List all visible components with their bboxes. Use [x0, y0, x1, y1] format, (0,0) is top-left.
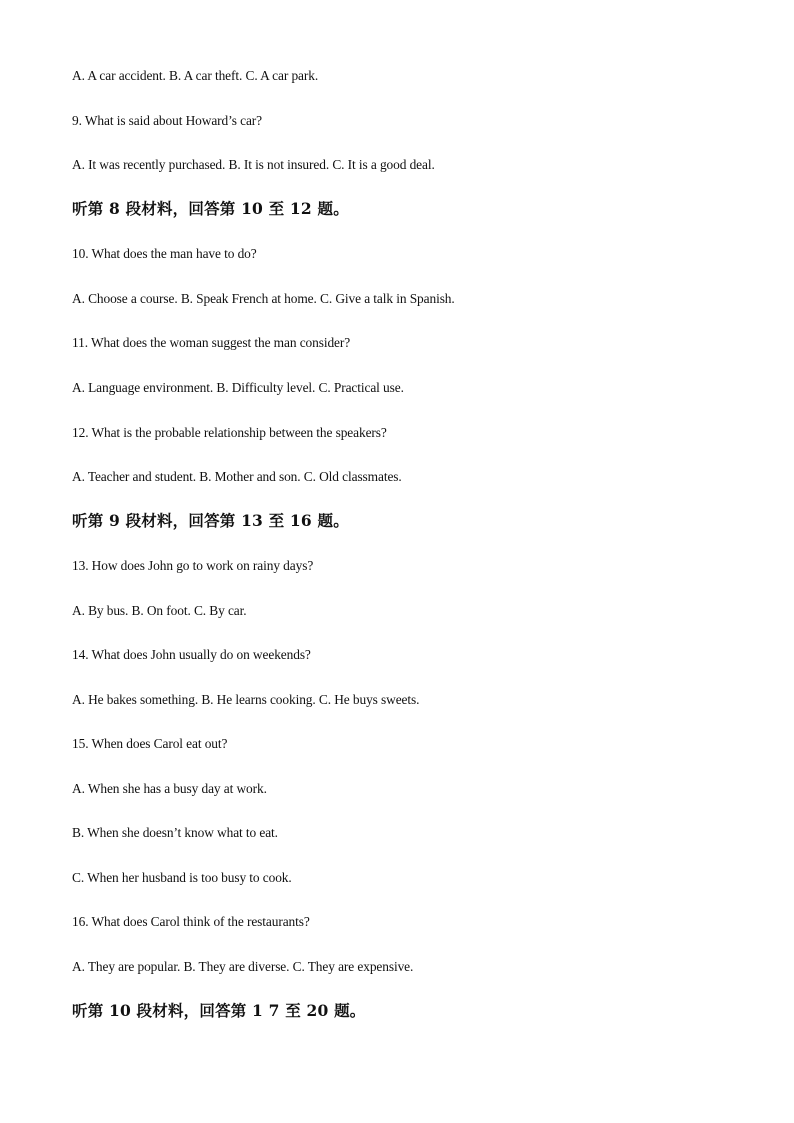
section-heading-9: 听第 9 段材料，回答第 13 至 16 题。	[72, 511, 349, 530]
q15-option-c: C. When her husband is too busy to cook.	[72, 870, 292, 885]
q16-options: A. They are popular. B. They are diverse. C. They are expensive.	[72, 959, 414, 974]
section-heading-10: 听第 10 段材料，回答第 1 7 至 20 题。	[72, 1001, 366, 1020]
section-heading-8: 听第 8 段材料，回答第 10 至 12 题。	[72, 199, 349, 218]
q10-question: 10. What does the man have to do?	[72, 246, 257, 261]
q12-options: A. Teacher and student. B. Mother and son. C. Old classmates.	[72, 469, 402, 484]
q12-question: 12. What is the probable relationship between the speakers?	[72, 425, 387, 440]
q9-question: 9. What is said about Howard’s car?	[72, 113, 262, 128]
q15-question: 15. When does Carol eat out?	[72, 736, 228, 751]
q10-options: A. Choose a course. B. Speak French at home. C. Give a talk in Spanish.	[72, 291, 455, 306]
q13-question: 13. How does John go to work on rainy days?	[72, 558, 314, 573]
q8-options: A. A car accident. B. A car theft. C. A car park.	[72, 68, 319, 83]
q13-options: A. By bus. B. On foot. C. By car.	[72, 603, 247, 618]
q11-options: A. Language environment. B. Difficulty level. C. Practical use.	[72, 380, 404, 395]
q14-options: A. He bakes something. B. He learns cooking. C. He buys sweets.	[72, 692, 420, 707]
q11-question: 11. What does the woman suggest the man consider?	[72, 335, 351, 350]
q15-option-a: A. When she has a busy day at work.	[72, 781, 267, 796]
q14-question: 14. What does John usually do on weekends?	[72, 647, 311, 662]
q16-question: 16. What does Carol think of the restaurants?	[72, 914, 310, 929]
q9-options: A. It was recently purchased. B. It is not insured. C. It is a good deal.	[72, 157, 435, 172]
q15-option-b: B. When she doesn’t know what to eat.	[72, 825, 278, 840]
